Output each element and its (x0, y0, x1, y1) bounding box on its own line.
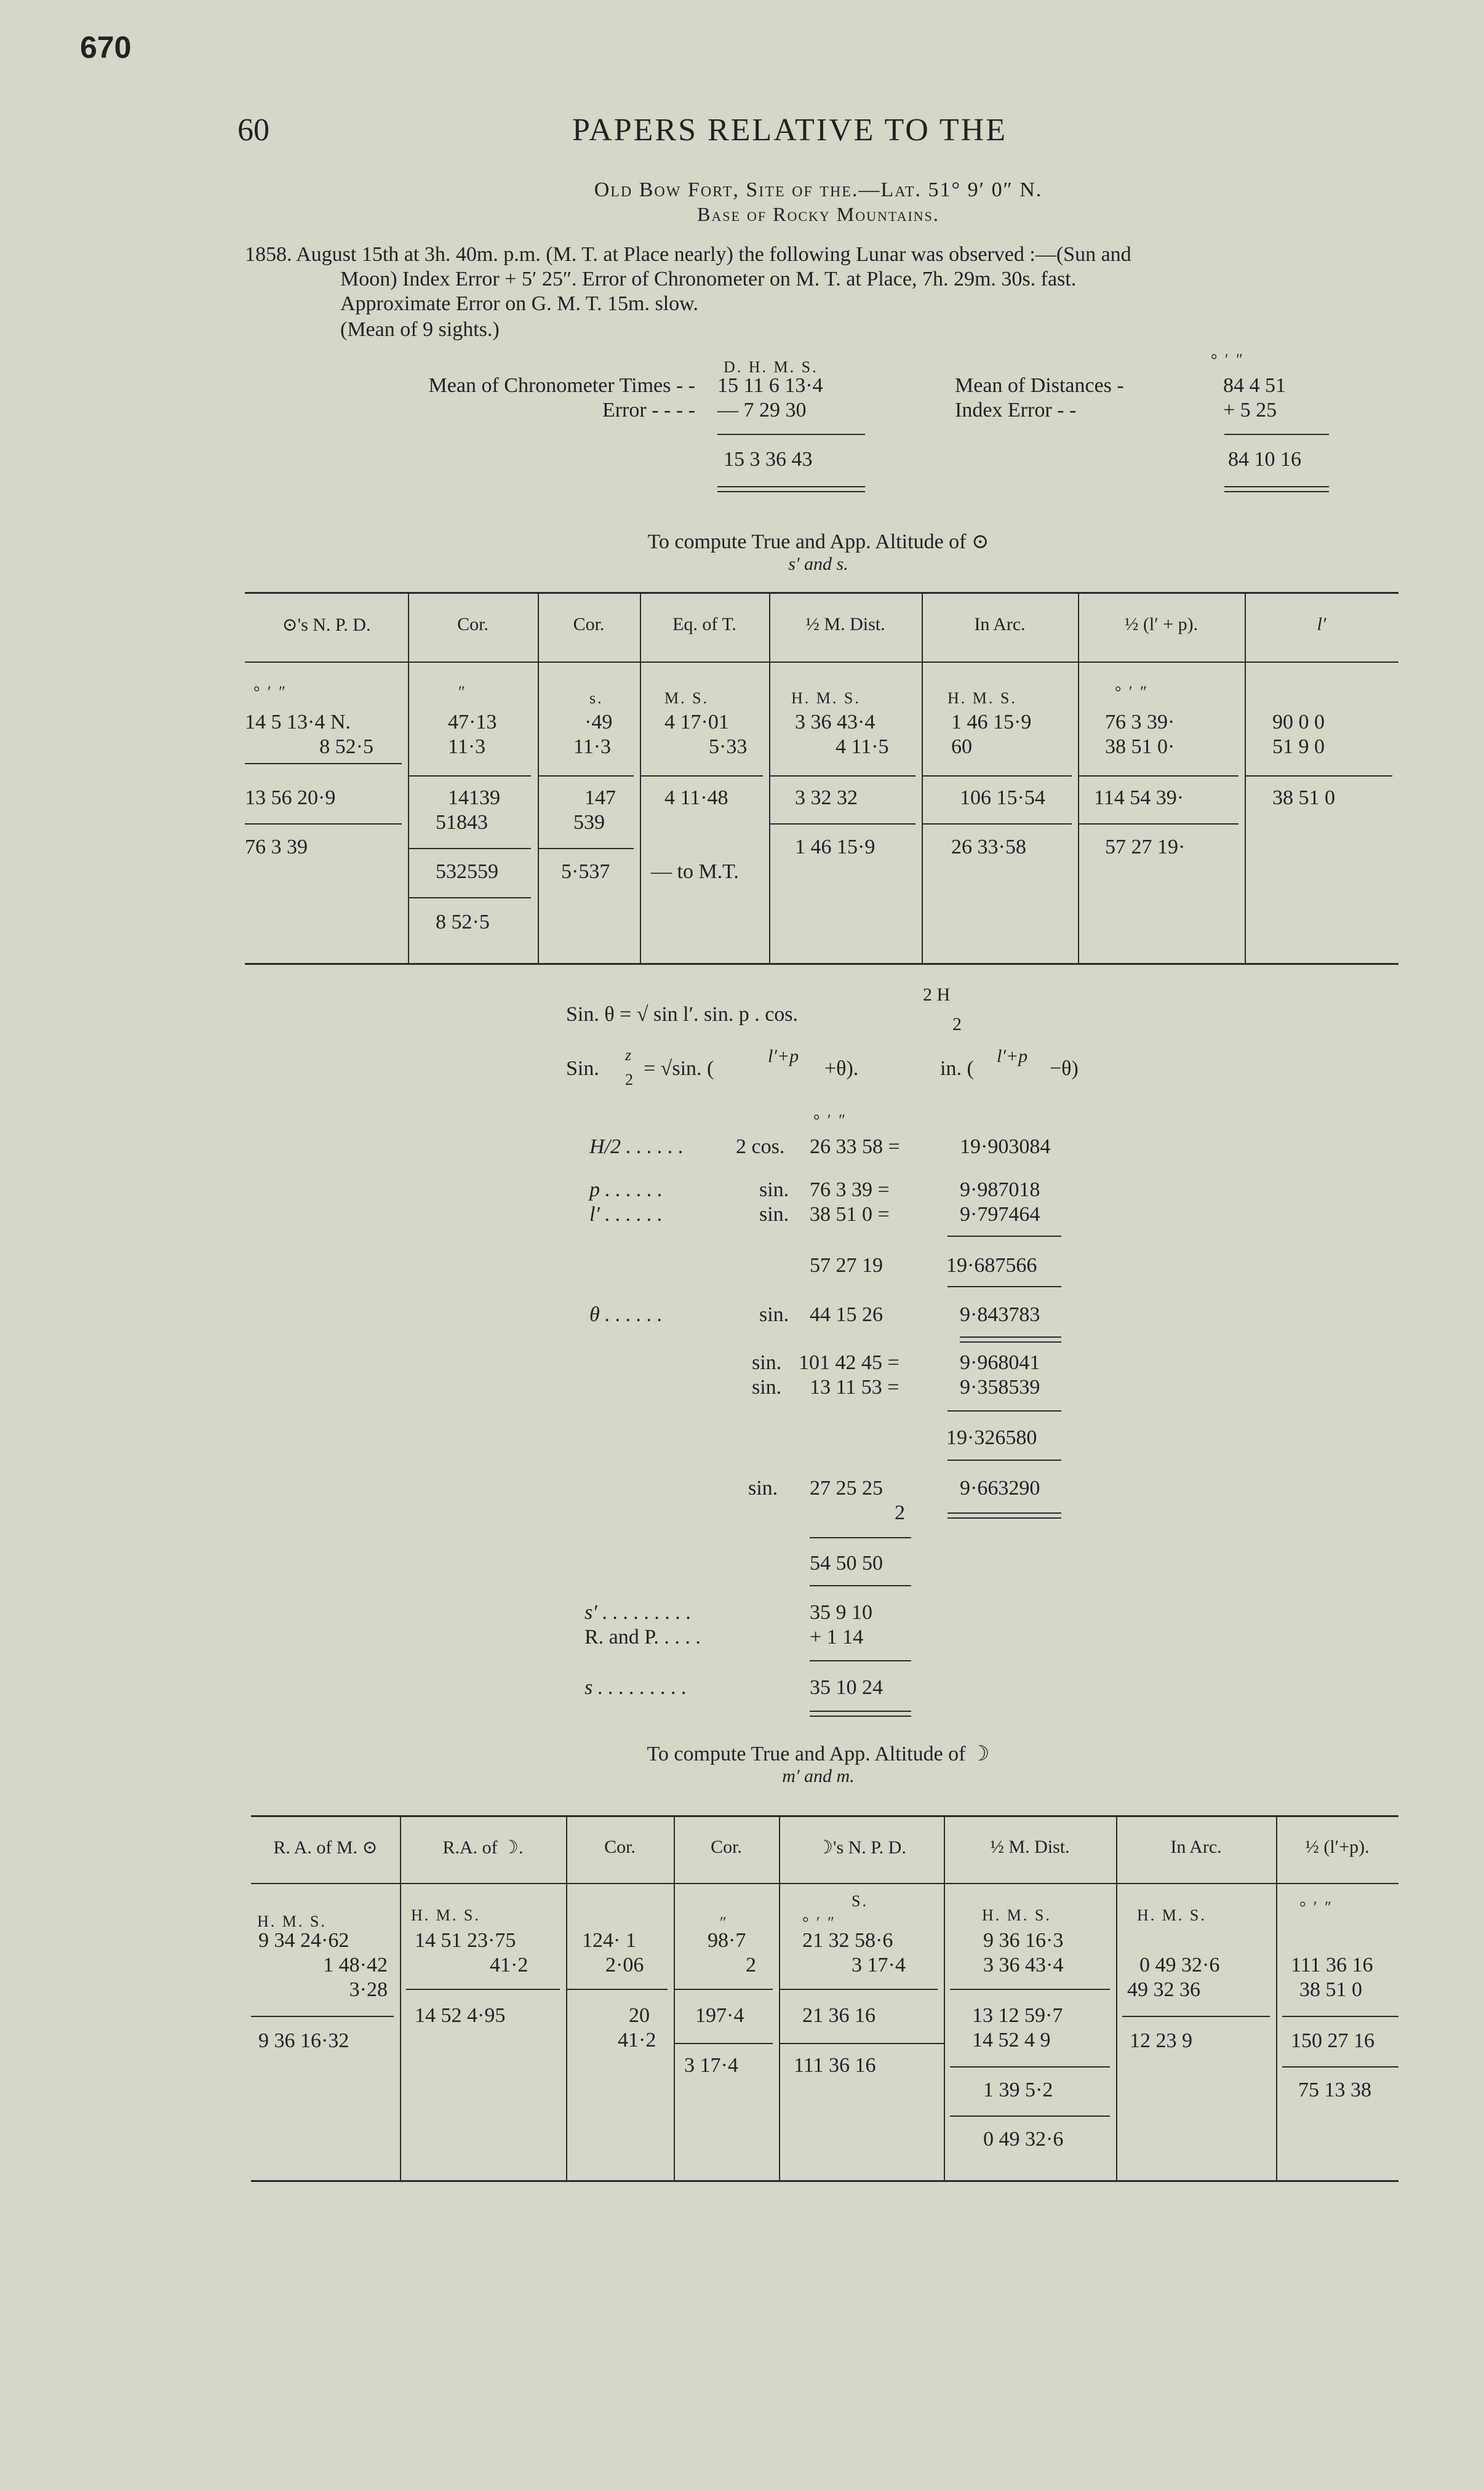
formula-2-sin: Sin. (566, 1057, 599, 1080)
calc-r9-fn: sin. (748, 1477, 778, 1500)
sun-c1-r4: 76 3 39 (245, 836, 308, 858)
dist-row1-label: Mean of Distances - (955, 374, 1124, 397)
sun-th-halfsum: ½ (l′ + p). (1124, 614, 1199, 634)
calc-r12-angle: 35 9 10 (810, 1601, 872, 1624)
sun-c1-r1: 14 5 13·4 N. (245, 711, 351, 733)
moon-c5-r2: 3 17·4 (852, 1954, 906, 1976)
formula-2-b: = √sin. ( (644, 1057, 714, 1080)
sun-th-npd: ⊙'s N. P. D. (282, 615, 371, 635)
moon-c4-r3: 197·4 (695, 2004, 744, 2027)
moon-c4-r1: 98·7 (708, 1929, 746, 1952)
sun-c5-r3: 3 32 32 (795, 786, 858, 809)
sun-unit-3: s. (589, 689, 604, 707)
location-line-2: Base of Rocky Mountains. (697, 203, 939, 225)
formula-2-d: in. ( (940, 1057, 974, 1080)
calc-r9-angle: 27 25 25 (810, 1477, 883, 1500)
sun-c7-r2: 38 51 0· (1105, 735, 1175, 758)
calc-r2-fn: sin. (759, 1178, 789, 1201)
calc-r3-label: l′ . . . . . . (589, 1203, 663, 1226)
sun-c7-r3: 114 54 39· (1094, 786, 1184, 809)
calc-r11-angle: 54 50 50 (810, 1552, 883, 1575)
calc-r14-angle: 35 10 24 (810, 1676, 883, 1699)
sun-c2-r1: 47·13 (448, 711, 497, 733)
moon-c6-r5: 1 39 5·2 (983, 2079, 1053, 2101)
sun-c6-r4: 26 33·58 (951, 836, 1026, 858)
calc-r1-label: H/2 . . . . . . (589, 1135, 684, 1158)
moon-c6-r4: 14 52 4 9 (972, 2029, 1051, 2052)
formula-2-e: −θ) (1050, 1057, 1079, 1080)
moon-unit-8: ° ′ ″ (1299, 1898, 1333, 1916)
calc-r2-log: 9·987018 (960, 1178, 1040, 1201)
calc-r9-log: 9·663290 (960, 1477, 1040, 1500)
moon-unit-5s: S. (852, 1892, 868, 1910)
page-number: 60 (237, 113, 269, 148)
calc-r5-label: θ . . . . . . (589, 1303, 663, 1326)
moon-c1-r1: 9 34 24·62 (258, 1929, 349, 1952)
formula-2-z: z (625, 1046, 634, 1064)
moon-c1-r4: 9 36 16·32 (258, 2029, 349, 2052)
sun-c4-r2: 5·33 (709, 735, 748, 758)
chron-row2-label: Error - - - - (602, 399, 695, 421)
moon-th-mdist: ½ M. Dist. (990, 1837, 1070, 1857)
calc-r1-log: 19·903084 (960, 1135, 1051, 1158)
location-line-1: Old Bow Fort, Site of the.—Lat. 51° 9′ 0″ N. (594, 178, 1043, 201)
formula-deg-head: ° ′ ″ (813, 1111, 847, 1129)
moon-c8-r4: 75 13 38 (1298, 2079, 1371, 2101)
moon-th-cor1: Cor. (604, 1837, 636, 1857)
calc-r2-angle: 76 3 39 = (810, 1178, 890, 1201)
sun-c6-r1: 1 46 15·9 (951, 711, 1032, 733)
calc-r8-log: 19·326580 (946, 1426, 1037, 1449)
calc-r3-log: 9·797464 (960, 1203, 1040, 1226)
calc-r10-angle: 2 (895, 1501, 905, 1524)
intro-line-2: Moon) Index Error + 5′ 25″. Error of Chronometer on M. T. at Place, 7h. 29m. 30s. fast. (340, 268, 1077, 290)
moon-th-ra-moon: R.A. of ☽. (442, 1837, 524, 1858)
moon-c6-r1: 9 36 16·3 (983, 1929, 1064, 1952)
chron-total: 15 3 36 43 (724, 448, 813, 471)
calc-r14-label: s . . . . . . . . . (584, 1676, 687, 1699)
sun-c1-r2: 8 52·5 (319, 735, 373, 758)
moon-th-cor2: Cor. (711, 1837, 742, 1857)
formula-2-c: +θ). (824, 1057, 859, 1080)
sun-c3-r2: 11·3 (573, 735, 612, 758)
moon-unit-1: H. M. S. (257, 1912, 327, 1930)
sun-unit-7: ° ′ ″ (1115, 683, 1149, 701)
sun-c8-r2: 51 9 0 (1272, 735, 1325, 758)
formula-2-frac2: l′+p (997, 1046, 1028, 1066)
calc-r3-fn: sin. (759, 1203, 789, 1226)
sun-c8-r3: 38 51 0 (1272, 786, 1335, 809)
moon-c4-r4: 3 17·4 (684, 2054, 738, 2077)
sun-c4-r4: — to M.T. (651, 860, 739, 883)
calc-r1-fn: 2 cos. (736, 1135, 785, 1158)
moon-unit-5: ° ′ ″ (802, 1914, 836, 1932)
sun-th-cor1: Cor. (457, 614, 489, 634)
sun-th-lprime: l′ (1317, 614, 1326, 634)
moon-c5-r1: 21 32 58·6 (802, 1929, 893, 1952)
moon-c8-r2: 38 51 0 (1299, 1978, 1362, 2001)
sun-c7-r1: 76 3 39· (1105, 711, 1175, 733)
sun-c2-r3: 14139 (448, 786, 500, 809)
moon-c1-r3: 3·28 (349, 1978, 388, 2001)
chron-row2-value: — 7 29 30 (717, 399, 807, 421)
sun-th-cor2: Cor. (573, 614, 605, 634)
calc-r5-log: 9·843783 (960, 1303, 1040, 1326)
calc-r13-angle: + 1 14 (810, 1626, 864, 1648)
sun-unit-6: H. M. S. (947, 689, 1017, 707)
intro-line-1: 1858. August 15th at 3h. 40m. p.m. (M. T. at Place nearly) the following Lunar was observed :—(Sun and (245, 243, 1131, 266)
sun-th-mdist: ½ M. Dist. (805, 614, 885, 634)
moon-section-title: To compute True and App. Altitude of ☽ (647, 1743, 990, 1765)
calc-r4-angle: 57 27 19 (810, 1254, 883, 1277)
calc-r7-log: 9·358539 (960, 1376, 1040, 1399)
sun-c5-r4: 1 46 15·9 (795, 836, 876, 858)
formula-1: Sin. θ = √ sin l′. sin. p . cos. (566, 1003, 799, 1026)
calc-r2-label: p . . . . . . (589, 1178, 663, 1201)
moon-c8-r1: 111 36 16 (1291, 1954, 1373, 1976)
sun-unit-4: M. S. (664, 689, 709, 707)
calc-r7-fn: sin. (752, 1376, 782, 1399)
sun-c4-r3: 4 11·48 (664, 786, 728, 809)
sun-c6-r2: 60 (951, 735, 972, 758)
sun-unit-1: ° ′ ″ (253, 683, 287, 701)
sun-c2-r4: 51843 (436, 811, 488, 834)
intro-line-4: (Mean of 9 sights.) (340, 318, 500, 341)
moon-c1-r2: 1 48·42 (323, 1954, 388, 1976)
chron-row1-value: 15 11 6 13·4 (717, 374, 823, 397)
moon-c3-r3: 20 (629, 2004, 650, 2027)
dist-row1-value: 84 4 51 (1223, 374, 1286, 397)
moon-th-ra-sun: R. A. of M. ⊙ (273, 1837, 378, 1858)
sun-c5-r2: 4 11·5 (836, 735, 889, 758)
sun-c6-r3: 106 15·54 (960, 786, 1045, 809)
dist-row2-value: + 5 25 (1223, 399, 1277, 421)
sun-unit-5: H. M. S. (791, 689, 861, 707)
moon-c8-r3: 150 27 16 (1291, 2029, 1374, 2052)
moon-c6-r3: 13 12 59·7 (972, 2004, 1063, 2027)
sun-c5-r1: 3 36 43·4 (795, 711, 876, 733)
formula-2-frac: l′+p (768, 1046, 799, 1066)
moon-unit-4: ″ (720, 1914, 728, 1932)
moon-th-npd: ☽'s N. P. D. (816, 1837, 906, 1858)
sun-c3-r1: ·49 (584, 711, 613, 733)
calc-r6-fn: sin. (752, 1351, 782, 1374)
sun-c3-r5: 5·537 (561, 860, 610, 883)
moon-unit-7: H. M. S. (1137, 1906, 1207, 1924)
dist-row2-label: Index Error - - (955, 399, 1077, 421)
moon-th-halfsum: ½ (l′+p). (1305, 1837, 1370, 1857)
intro-line-3: Approximate Error on G. M. T. 15m. slow. (340, 292, 699, 315)
sun-th-inarc: In Arc. (974, 614, 1026, 634)
calc-r5-angle: 44 15 26 (810, 1303, 883, 1326)
sun-c2-r5: 532559 (436, 860, 498, 883)
calc-r4-log: 19·687566 (946, 1254, 1037, 1277)
moon-c6-r2: 3 36 43·4 (983, 1954, 1064, 1976)
formula-1-top: 2 H (923, 985, 951, 1005)
sun-c1-r3: 13 56 20·9 (245, 786, 336, 809)
formula-2-two: 2 (625, 1071, 635, 1089)
sun-c3-r4: 539 (573, 811, 605, 834)
moon-c7-r2: 49 32 36 (1127, 1978, 1200, 2001)
calc-r13-label: R. and P. . . . . (584, 1626, 701, 1648)
calc-r7-angle: 13 11 53 = (810, 1376, 900, 1399)
sun-section-title: To compute True and App. Altitude of ⊙ (647, 530, 989, 553)
sun-section-subtitle: s′ and s. (788, 554, 848, 574)
moon-c3-r1: 124· 1 (582, 1929, 636, 1952)
moon-c7-r1: 0 49 32·6 (1139, 1954, 1220, 1976)
sun-c8-r1: 90 0 0 (1272, 711, 1325, 733)
chron-col-head: D. H. M. S. (724, 358, 818, 376)
sun-c2-r6: 8 52·5 (436, 911, 490, 933)
calc-r3-angle: 38 51 0 = (810, 1203, 890, 1226)
dist-total: 84 10 16 (1228, 448, 1301, 471)
moon-c2-r3: 14 52 4·95 (415, 2004, 506, 2027)
moon-c3-r2: 2·06 (605, 1954, 644, 1976)
sun-th-eqt: Eq. of T. (672, 614, 736, 634)
sun-c4-r1: 4 17·01 (664, 711, 729, 733)
moon-c5-r4: 111 36 16 (794, 2054, 876, 2077)
scan-page-number: 670 (80, 30, 132, 65)
moon-c2-r2: 41·2 (490, 1954, 529, 1976)
calc-r1-angle: 26 33 58 = (810, 1135, 900, 1158)
moon-unit-6: H. M. S. (982, 1906, 1051, 1924)
calc-r5-fn: sin. (759, 1303, 789, 1326)
moon-unit-2: H. M. S. (411, 1906, 481, 1924)
sun-unit-2: ″ (458, 683, 467, 701)
calc-r12-label: s′ . . . . . . . . . (584, 1601, 692, 1624)
moon-c4-r2: 2 (746, 1954, 756, 1976)
moon-th-inarc: In Arc. (1170, 1837, 1222, 1857)
formula-1-bottom: 2 (952, 1014, 962, 1034)
sun-c7-r4: 57 27 19· (1105, 836, 1186, 858)
calc-r6-log: 9·968041 (960, 1351, 1040, 1374)
sun-c2-r2: 11·3 (448, 735, 486, 758)
moon-c2-r1: 14 51 23·75 (415, 1929, 516, 1952)
calc-r6-angle: 101 42 45 = (799, 1351, 900, 1374)
chron-row1-label: Mean of Chronometer Times - - (428, 374, 695, 397)
moon-section-subtitle: m′ and m. (782, 1766, 855, 1786)
sun-c3-r3: 147 (584, 786, 616, 809)
moon-c7-r3: 12 23 9 (1130, 2029, 1192, 2052)
moon-c6-r6: 0 49 32·6 (983, 2128, 1064, 2151)
running-title: PAPERS RELATIVE TO THE (572, 113, 1007, 148)
dist-col-head: ° ′ ″ (1211, 351, 1245, 369)
moon-c3-r4: 41·2 (618, 2029, 656, 2052)
moon-c5-r3: 21 36 16 (802, 2004, 876, 2027)
